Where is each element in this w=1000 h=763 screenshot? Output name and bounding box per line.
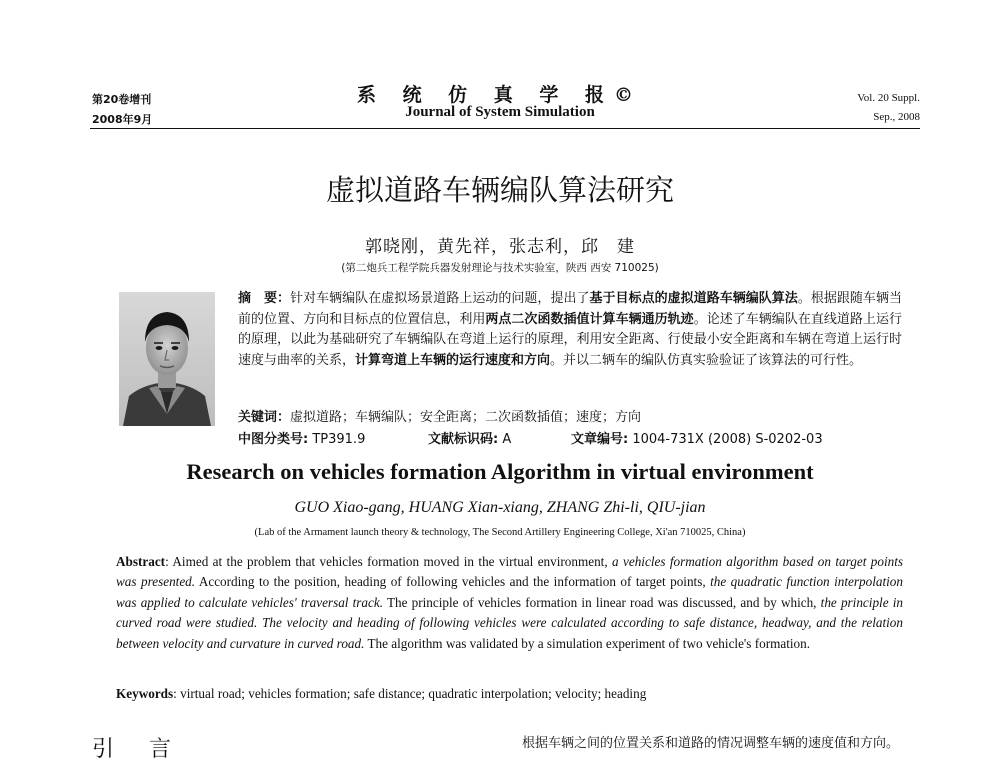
doc-code [428, 428, 511, 447]
abstract-en-seg-0: : Aimed at the problem that vehicles formation moved in the virtual environment, [165, 554, 613, 569]
header-date-cn: 2008年9月 [92, 113, 153, 126]
abstract-cn-seg-2: 。根据跟随车辆当前的位置、方向和目标点的位置信息，利用 [238, 291, 902, 327]
article-value: 1004-731X (2008) S-0202-03 [632, 432, 823, 447]
header-volume-cn: 第20卷增刊 [92, 93, 152, 106]
author-photo [119, 292, 215, 426]
body-column-right: 根据车辆之间的位置关系和道路的情况调整车辆的速度值和方向。 [522, 736, 900, 751]
keywords-cn [238, 406, 641, 425]
abstract-en-seg-2: According to the position, heading of following vehicles and the information of target points, [195, 574, 711, 590]
section-heading-intro: 引 言 [92, 737, 185, 762]
keywords-en-label: Keywords [116, 686, 174, 701]
abstract-en-seg-1: a vehicles formation algorithm based on target points was presented. [116, 554, 903, 590]
abstract-cn-seg-6: 。并以二辆车的编队仿真实验验证了该算法的可行性。 [550, 352, 863, 368]
clc-label: 中图分类号: [238, 432, 309, 447]
abstract-cn-label: 摘 要： [238, 291, 291, 306]
abstract-en-seg-3: the quadratic function interpolation was applied to calculate vehicles' traversal track. [116, 574, 903, 610]
abstract-en [116, 552, 903, 654]
article-number [571, 428, 823, 447]
header-volume-en: Vol. 20 Suppl. [857, 92, 920, 104]
abstract-cn-seg-0: 针对车辆编队在虚拟场景道路上运动的问题，提出了 [290, 291, 590, 306]
doc-label: 文献标识码: [428, 432, 499, 447]
header-date-en: Sep., 2008 [873, 111, 920, 123]
header-rule [90, 128, 920, 129]
paper-title-cn: 虚拟道路车辆编队算法研究 [325, 173, 674, 207]
abstract-en-seg-5: the principle in curved road were studied. The velocity and heading of following vehicles were calculated according to safe distance, headway, and the relation between velocity and curvature in curved road. [116, 594, 903, 651]
abstract-cn-seg-3: 两点二次函数插值计算车辆通历轨迹 [485, 311, 694, 327]
doc-value: A [502, 432, 512, 447]
authors-cn: 郭晓刚，黄先祥，张志利，邱 建 [365, 237, 635, 257]
keywords-cn-text: 虚拟道路；车辆编队；安全距离；二次函数插值；速度；方向 [290, 410, 642, 425]
affiliation-en: (Lab of the Armament launch theory & technology, The Second Artillery Engineering College, Xi'an 710025, China) [254, 527, 746, 538]
paper-title-en: Research on vehicles formation Algorithm in virtual environment [186, 459, 814, 484]
affiliation-cn: (第二炮兵工程学院兵器发射理论与技术实验室，陕西 西安 710025) [341, 262, 659, 274]
authors-en: GUO Xiao-gang, HUANG Xian-xiang, ZHANG Zhi-li, QIU-jian [294, 499, 706, 516]
journal-name-cn: 系 统 仿 真 学 报© [356, 84, 644, 106]
abstract-cn-seg-1: 基于目标点的虚拟道路车辆编队算法 [589, 291, 798, 306]
keywords-en-text: : virtual road; vehicles formation; safe distance; quadratic interpolation; velocity; heading [173, 686, 647, 701]
abstract-cn [238, 289, 902, 371]
keywords-en [116, 686, 646, 702]
abstract-en-label: Abstract [116, 554, 166, 569]
abstract-en-seg-6: The algorithm was validated by a simulation experiment of two vehicle's formation. [364, 635, 811, 651]
article-label: 文章编号: [571, 432, 629, 447]
abstract-cn-seg-5: 计算弯道上车辆的运行速度和方向 [355, 352, 551, 368]
journal-name-en: Journal of System Simulation [405, 104, 595, 120]
clc-number [238, 428, 365, 447]
abstract-cn-seg-4: 。论述了车辆编队在直线道路上运行的原理，以此为基础研究了车辆编队在弯道上运行的原理，利用安全距离、行使最小安全距离和车辆在弯道上运行时速度与曲率的关系， [238, 311, 902, 368]
abstract-en-seg-4: The principle of vehicles formation in linear road was discussed, and by which, [383, 594, 821, 610]
keywords-cn-label: 关键词： [238, 410, 291, 425]
clc-value: TP391.9 [312, 432, 366, 447]
author-portrait-graphic [119, 292, 215, 426]
